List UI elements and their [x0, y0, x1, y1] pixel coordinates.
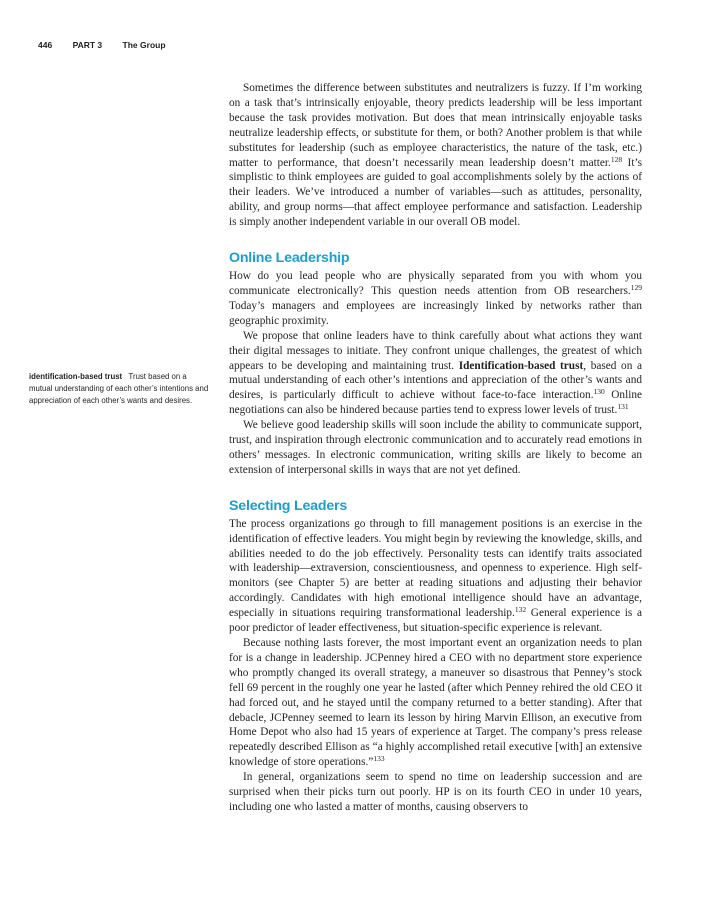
page-number: 446	[38, 40, 53, 50]
intro-paragraph: Sometimes the difference between substitutes and neutralizers is fuzzy. If I’m working on a task that’s intrinsically enjoyable, theory predicts leadership will be less important because the task provides motivation. But does that mean intrinsically enjoyable tasks neutralize leadership effects, or substitute for them, or both? Another problem is that while substitutes for leadership (such as employee characteristics, the nature of the task, etc.) matter to performance, that doesn’t necessarily mean leadership doesn’t matter.$^{128}$ It’s simplistic to think employees are guided to goal accomplishments solely by the actions of their leaders. We’ve introduced a number of variables—such as attitudes, personality, ability, and group norms—that affect employee performance and satisfaction. Leadership is simply another independent variable in our overall OB model.	[229, 82, 642, 229]
online-paragraph-2: We propose that online leaders have to think carefully about what actions they want their digital messages to initiate. They confront unique challenges, the greatest of which appears to be developing and maintaining trust. Identification-based trust, based on a mutual understanding of each other’s intentions and appreciation of the other’s wants and desires, is particularly difficult to achieve without face-to-face interaction.$^{130}$ Online negotiations can also be hindered because parties tend to express lower levels of trust.$^{131}$	[229, 329, 643, 417]
selecting-paragraph-3: In general, organizations seem to spend no time on leadership succession and are surprised when their picks turn out poorly. HP is on its fourth CEO in under 10 years, including one who lasted a matter of months, causing observers to	[229, 771, 642, 813]
online-paragraph-3: We believe good leadership skills will soon include the ability to communicate support, trust, and inspiration through electronic communication and to accurately read emotions in others’ messages. In electronic communication, writing skills are likely to become an extension of interpersonal skills in ways that are not yet defined.	[229, 419, 642, 476]
part-label: PART 3	[72, 40, 103, 50]
endnote-ref: 129	[630, 282, 642, 292]
running-header	[38, 40, 184, 50]
selecting-paragraph-1: The process organizations go through to fill management positions is an exercise in the identification of effective leaders. You might begin by reviewing the knowledge, skills, and abilities needed to do the job effectively. Personality tests can identify traits associated with leadership—extraversion, conscientiousness, and openness to experience. High self-monitors (see Chapter 5) are better at reading situations and adjusting their behavior accordingly. Candidates with high emotional intelligence should have an advantage, especially in situations requiring transformational leadership.$^{132}$ General experience is a poor predictor of leader effectiveness, but situation-specific experience is relevant.	[229, 517, 642, 635]
selecting-paragraph-2: Because nothing lasts forever, the most important event an organization needs to plan for is a change in leadership. JCPenney hired a CEO with no department store experience who promptly changed its overall strategy, a maneuver so disastrous that Penney’s stock fell 69 percent in the roughly one year he lasted (after which Penney rehired the old CEO it had forced out, and he stayed until the company returned to a better standing). After that debacle, JCPenney seemed to learn its lesson by hiring Marvin Ellison, an executive from Home Depot who also had 15 years of experience at Target. The company’s press release repeatedly described Ellison as “a highly accomplished retail executive [with] an extensive knowledge of store operations.”$^{133}$	[229, 637, 642, 769]
online-paragraph-1: How do you lead people who are physically separated from you with whom you communicate electronically? This question needs attention from OB researchers.$^{129}$ Today’s managers and employees are increasingly linked by networks rather than geographic proximity.	[229, 270, 642, 327]
key-term: Identification-based trust	[458, 359, 584, 372]
endnote-ref: 133	[373, 754, 385, 764]
endnote-ref: 131	[617, 402, 629, 412]
section-heading-selecting-leaders: Selecting Leaders	[229, 497, 348, 514]
part-title: The Group	[122, 40, 166, 50]
margin-definition	[29, 371, 209, 406]
endnote-ref: 130	[593, 387, 605, 397]
main-text-column	[229, 81, 642, 815]
endnote-ref: 132	[514, 605, 527, 615]
section-heading-online-leadership: Online Leadership	[229, 250, 350, 267]
endnote-ref: 128	[610, 154, 623, 164]
margin-definition-text: Trust based on a mutual understanding of each other’s intentions and appreciation of each other’s wants and desires.	[29, 372, 209, 405]
margin-term: identification-based trust	[29, 372, 123, 381]
